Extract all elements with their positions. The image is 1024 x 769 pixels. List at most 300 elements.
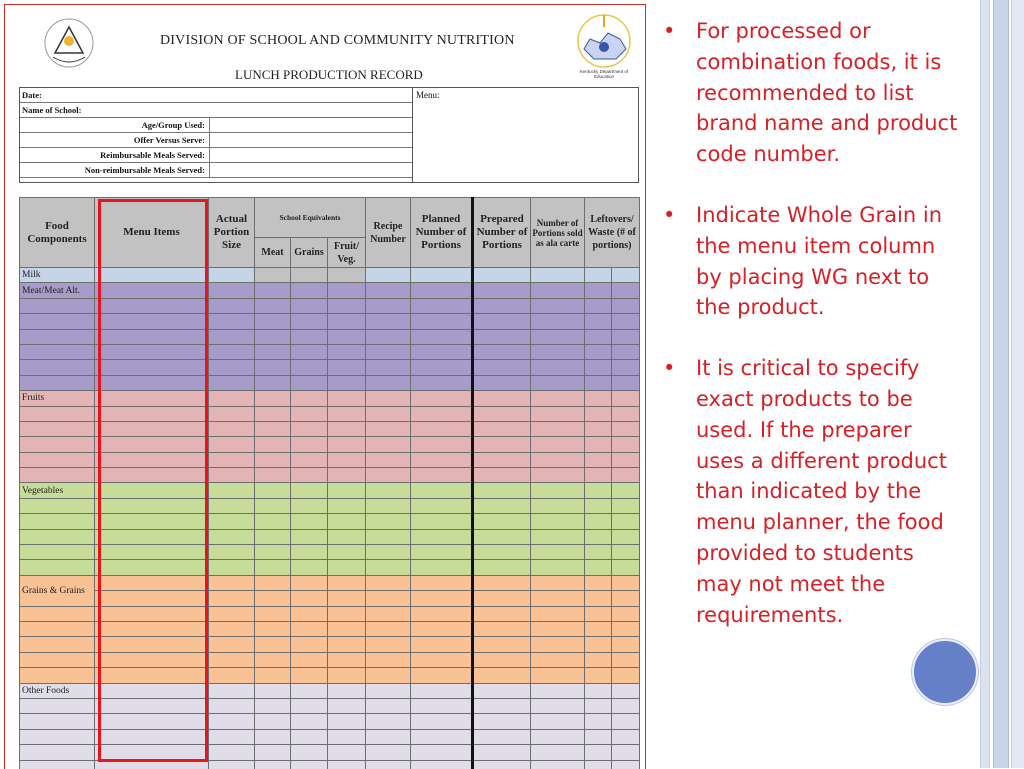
table-cell xyxy=(366,514,411,529)
table-cell xyxy=(411,529,473,544)
table-cell xyxy=(366,437,411,452)
table-cell xyxy=(531,606,585,621)
table-cell xyxy=(255,406,291,421)
table-cell xyxy=(411,391,473,406)
table-cell xyxy=(291,406,328,421)
table-cell xyxy=(531,360,585,375)
table-cell xyxy=(328,621,366,636)
table-cell xyxy=(291,437,328,452)
food-component-cell xyxy=(20,406,95,421)
table-cell xyxy=(328,698,366,713)
table-cell xyxy=(328,391,366,406)
table-cell xyxy=(531,437,585,452)
table-cell xyxy=(585,745,612,760)
header-recipe-number: Recipe Number xyxy=(366,198,411,268)
table-cell xyxy=(411,421,473,436)
table-cell xyxy=(411,591,473,606)
table-cell xyxy=(411,314,473,329)
table-row xyxy=(20,452,640,467)
table-cell xyxy=(255,745,291,760)
table-cell xyxy=(328,606,366,621)
table-cell xyxy=(473,268,531,283)
table-row xyxy=(20,314,640,329)
food-component-cell xyxy=(20,344,95,359)
table-cell xyxy=(531,698,585,713)
table-cell xyxy=(531,468,585,483)
kentucky-logo-caption: Kentucky Department of Education xyxy=(579,69,629,79)
table-cell xyxy=(95,391,209,406)
table-cell xyxy=(95,375,209,390)
table-cell xyxy=(328,406,366,421)
food-component-cell xyxy=(20,560,95,575)
table-cell xyxy=(585,268,612,283)
table-cell xyxy=(612,606,640,621)
table-cell xyxy=(328,745,366,760)
table-cell xyxy=(612,391,640,406)
table-cell xyxy=(473,468,531,483)
table-row xyxy=(20,529,640,544)
table-cell xyxy=(291,360,328,375)
table-row xyxy=(20,483,640,498)
table-cell xyxy=(95,314,209,329)
table-cell xyxy=(585,298,612,313)
table-cell xyxy=(255,498,291,513)
table-row xyxy=(20,329,640,344)
table-cell xyxy=(291,529,328,544)
table-cell xyxy=(411,360,473,375)
table-cell xyxy=(612,591,640,606)
table-cell xyxy=(473,421,531,436)
table-cell xyxy=(531,545,585,560)
table-cell xyxy=(328,360,366,375)
table-cell xyxy=(531,637,585,652)
table-cell xyxy=(95,529,209,544)
table-cell xyxy=(366,329,411,344)
table-cell xyxy=(531,298,585,313)
table-cell xyxy=(366,483,411,498)
table-cell xyxy=(531,498,585,513)
section-label-other: Other Foods xyxy=(20,683,95,698)
food-component-cell xyxy=(20,375,95,390)
table-cell xyxy=(411,652,473,667)
date-field: Date: xyxy=(20,88,412,103)
header-portions-ala-carte: Number of Portions sold as ala carte xyxy=(531,198,585,268)
table-cell xyxy=(255,329,291,344)
table-row xyxy=(20,360,640,375)
table-cell xyxy=(255,652,291,667)
table-cell xyxy=(255,391,291,406)
table-cell xyxy=(291,314,328,329)
table-cell xyxy=(255,714,291,729)
table-cell xyxy=(585,545,612,560)
table-cell xyxy=(291,391,328,406)
table-cell xyxy=(473,314,531,329)
table-cell xyxy=(585,637,612,652)
table-cell xyxy=(209,529,255,544)
table-cell xyxy=(255,314,291,329)
table-cell xyxy=(531,375,585,390)
table-cell xyxy=(291,375,328,390)
menu-field: Menu: xyxy=(412,88,640,182)
table-cell xyxy=(473,406,531,421)
table-cell xyxy=(531,329,585,344)
food-component-cell xyxy=(20,329,95,344)
table-cell xyxy=(209,745,255,760)
table-cell xyxy=(612,483,640,498)
table-cell xyxy=(366,283,411,298)
table-cell xyxy=(531,483,585,498)
table-cell xyxy=(209,283,255,298)
table-cell xyxy=(255,468,291,483)
table-cell xyxy=(612,360,640,375)
food-component-cell xyxy=(20,314,95,329)
document-title: DIVISION OF SCHOOL AND COMMUNITY NUTRITION xyxy=(160,33,515,48)
table-cell xyxy=(612,268,640,283)
table-cell xyxy=(95,298,209,313)
table-cell xyxy=(473,591,531,606)
table-cell xyxy=(585,360,612,375)
table-cell xyxy=(473,652,531,667)
table-cell xyxy=(95,637,209,652)
table-cell xyxy=(473,360,531,375)
table-cell xyxy=(366,344,411,359)
table-cell xyxy=(411,668,473,683)
table-cell xyxy=(585,698,612,713)
table-cell xyxy=(291,621,328,636)
table-cell xyxy=(612,344,640,359)
table-cell xyxy=(612,698,640,713)
table-cell xyxy=(328,452,366,467)
age-group-field: Age/Group Used: xyxy=(20,118,210,133)
table-cell xyxy=(255,591,291,606)
table-cell xyxy=(585,498,612,513)
table-cell xyxy=(612,714,640,729)
table-cell xyxy=(255,529,291,544)
table-cell xyxy=(585,529,612,544)
header-food-components: Food Components xyxy=(20,198,95,268)
table-row xyxy=(20,668,640,683)
table-cell xyxy=(209,268,255,283)
table-cell xyxy=(612,621,640,636)
table-cell xyxy=(328,683,366,698)
table-cell xyxy=(328,468,366,483)
table-cell xyxy=(291,729,328,744)
header-meat: Meat xyxy=(255,238,291,268)
table-cell xyxy=(612,452,640,467)
table-cell xyxy=(366,637,411,652)
table-cell xyxy=(366,668,411,683)
header-planned-portions: Planned Number of Portions xyxy=(411,198,473,268)
table-row xyxy=(20,714,640,729)
table-cell xyxy=(473,375,531,390)
table-cell xyxy=(473,437,531,452)
table-cell xyxy=(291,514,328,529)
table-cell xyxy=(473,391,531,406)
table-cell xyxy=(291,591,328,606)
food-component-cell xyxy=(20,652,95,667)
table-cell xyxy=(585,652,612,667)
table-cell xyxy=(366,468,411,483)
table-cell xyxy=(255,545,291,560)
table-cell xyxy=(531,729,585,744)
table-cell xyxy=(531,591,585,606)
table-cell xyxy=(531,745,585,760)
table-cell xyxy=(473,637,531,652)
header-leftovers-waste: Leftovers/ Waste (# of portions) xyxy=(585,198,640,268)
table-cell xyxy=(411,745,473,760)
table-cell xyxy=(291,637,328,652)
table-cell xyxy=(328,283,366,298)
table-cell xyxy=(328,729,366,744)
table-cell xyxy=(95,452,209,467)
section-label-grains: Grains & Grains xyxy=(20,575,95,606)
food-component-cell xyxy=(20,298,95,313)
table-cell xyxy=(612,283,640,298)
table-cell xyxy=(209,621,255,636)
table-cell xyxy=(473,621,531,636)
table-cell xyxy=(585,314,612,329)
table-cell xyxy=(531,683,585,698)
table-cell xyxy=(473,483,531,498)
table-cell xyxy=(612,406,640,421)
table-cell xyxy=(209,437,255,452)
table-cell xyxy=(95,745,209,760)
table-cell xyxy=(291,329,328,344)
table-cell xyxy=(255,514,291,529)
table-cell xyxy=(95,344,209,359)
table-cell xyxy=(366,591,411,606)
table-cell xyxy=(366,529,411,544)
table-cell xyxy=(95,606,209,621)
table-cell xyxy=(209,391,255,406)
table-cell xyxy=(328,668,366,683)
table-cell xyxy=(411,621,473,636)
decorative-stripe-2 xyxy=(993,0,1009,768)
table-cell xyxy=(473,452,531,467)
table-cell xyxy=(328,421,366,436)
table-cell xyxy=(209,545,255,560)
table-cell xyxy=(473,283,531,298)
table-cell xyxy=(411,344,473,359)
table-cell xyxy=(531,668,585,683)
table-cell xyxy=(411,698,473,713)
table-cell xyxy=(255,283,291,298)
table-cell xyxy=(328,652,366,667)
table-row xyxy=(20,437,640,452)
table-cell xyxy=(531,529,585,544)
table-row xyxy=(20,545,640,560)
table-cell xyxy=(255,729,291,744)
table-cell xyxy=(473,714,531,729)
food-component-cell xyxy=(20,698,95,713)
food-component-cell xyxy=(20,437,95,452)
table-row xyxy=(20,591,640,606)
table-cell xyxy=(328,329,366,344)
record-info-fields xyxy=(19,87,639,183)
table-cell xyxy=(585,283,612,298)
table-cell xyxy=(531,314,585,329)
table-cell xyxy=(366,621,411,636)
table-cell xyxy=(612,421,640,436)
table-cell xyxy=(255,606,291,621)
table-cell xyxy=(95,283,209,298)
table-cell xyxy=(531,344,585,359)
table-cell xyxy=(366,360,411,375)
table-cell xyxy=(95,591,209,606)
table-cell xyxy=(255,268,291,283)
table-cell xyxy=(366,745,411,760)
table-cell xyxy=(366,698,411,713)
table-cell xyxy=(411,560,473,575)
table-cell xyxy=(612,729,640,744)
table-cell xyxy=(612,745,640,760)
table-cell xyxy=(95,421,209,436)
table-cell xyxy=(585,437,612,452)
table-cell xyxy=(209,514,255,529)
table-cell xyxy=(209,421,255,436)
food-component-cell xyxy=(20,529,95,544)
table-row xyxy=(20,745,640,760)
table-cell xyxy=(291,560,328,575)
table-cell xyxy=(585,591,612,606)
section-label-vegetables: Vegetables xyxy=(20,483,95,498)
table-cell xyxy=(291,268,328,283)
school-name-field: Name of School: xyxy=(20,103,412,118)
table-cell xyxy=(531,560,585,575)
food-component-cell xyxy=(20,745,95,760)
table-cell xyxy=(585,560,612,575)
reimbursable-meals-value xyxy=(210,148,412,163)
food-component-cell xyxy=(20,421,95,436)
table-cell xyxy=(255,375,291,390)
table-cell xyxy=(612,637,640,652)
table-cell xyxy=(585,452,612,467)
table-cell xyxy=(291,606,328,621)
table-cell xyxy=(366,314,411,329)
table-row xyxy=(20,283,640,298)
table-cell xyxy=(255,683,291,698)
table-cell xyxy=(612,298,640,313)
table-cell xyxy=(473,514,531,529)
table-cell xyxy=(255,360,291,375)
table-cell xyxy=(473,683,531,698)
table-cell xyxy=(255,575,291,590)
non-reimbursable-meals-field: Non-reimbursable Meals Served: xyxy=(20,163,210,178)
table-cell xyxy=(95,268,209,283)
table-cell xyxy=(255,483,291,498)
table-cell xyxy=(209,652,255,667)
food-component-cell xyxy=(20,729,95,744)
table-row xyxy=(20,652,640,667)
table-cell xyxy=(328,268,366,283)
table-cell xyxy=(95,621,209,636)
table-cell xyxy=(291,545,328,560)
table-cell xyxy=(95,406,209,421)
table-cell xyxy=(531,714,585,729)
table-row xyxy=(20,514,640,529)
table-cell xyxy=(95,483,209,498)
table-cell xyxy=(531,283,585,298)
table-cell xyxy=(328,498,366,513)
table-cell xyxy=(531,391,585,406)
table-cell xyxy=(411,637,473,652)
bullet-brand-name: • For processed or combination foods, it is recommended to list brand name and product code number. xyxy=(663,16,963,170)
table-cell xyxy=(328,529,366,544)
table-cell xyxy=(473,560,531,575)
table-cell xyxy=(328,298,366,313)
decorative-stripe-3 xyxy=(1011,0,1024,768)
table-cell xyxy=(366,298,411,313)
table-cell xyxy=(291,344,328,359)
table-cell xyxy=(473,344,531,359)
offer-versus-serve-field: Offer Versus Serve: xyxy=(20,133,210,148)
table-cell xyxy=(612,560,640,575)
table-cell xyxy=(328,514,366,529)
table-cell xyxy=(612,683,640,698)
table-cell xyxy=(473,545,531,560)
table-cell xyxy=(95,437,209,452)
table-cell xyxy=(291,468,328,483)
table-cell xyxy=(473,529,531,544)
section-label-milk: Milk xyxy=(20,268,95,283)
table-cell xyxy=(95,729,209,744)
section-label-fruits: Fruits xyxy=(20,391,95,406)
table-cell xyxy=(95,652,209,667)
table-cell xyxy=(612,514,640,529)
table-cell xyxy=(95,560,209,575)
table-cell xyxy=(531,621,585,636)
table-cell xyxy=(209,729,255,744)
table-cell xyxy=(531,652,585,667)
table-cell xyxy=(411,514,473,529)
bullet-exact-products: • It is critical to specify exact products to be used. If the preparer uses a different product than indicated by the menu planner, the food provided to students may not meet the requirements. xyxy=(663,353,963,630)
table-cell xyxy=(291,298,328,313)
table-cell xyxy=(255,437,291,452)
table-cell xyxy=(473,698,531,713)
table-cell xyxy=(366,575,411,590)
table-cell xyxy=(531,575,585,590)
table-cell xyxy=(366,606,411,621)
table-cell xyxy=(612,437,640,452)
table-cell xyxy=(473,668,531,683)
table-row xyxy=(20,698,640,713)
table-row xyxy=(20,606,640,621)
table-cell xyxy=(209,498,255,513)
table-cell xyxy=(328,591,366,606)
table-cell xyxy=(366,729,411,744)
table-cell xyxy=(612,545,640,560)
header-grains: Grains xyxy=(291,238,328,268)
table-cell xyxy=(255,637,291,652)
table-cell xyxy=(95,668,209,683)
lunch-production-record-image xyxy=(4,4,646,769)
table-cell xyxy=(95,683,209,698)
table-cell xyxy=(255,421,291,436)
table-cell xyxy=(585,406,612,421)
table-cell xyxy=(366,652,411,667)
table-cell xyxy=(585,683,612,698)
table-cell xyxy=(291,745,328,760)
table-cell xyxy=(585,621,612,636)
table-cell xyxy=(209,714,255,729)
table-cell xyxy=(473,329,531,344)
table-cell xyxy=(328,560,366,575)
table-cell xyxy=(255,560,291,575)
table-row xyxy=(20,575,640,590)
table-cell xyxy=(585,606,612,621)
table-cell xyxy=(291,698,328,713)
table-cell xyxy=(411,575,473,590)
